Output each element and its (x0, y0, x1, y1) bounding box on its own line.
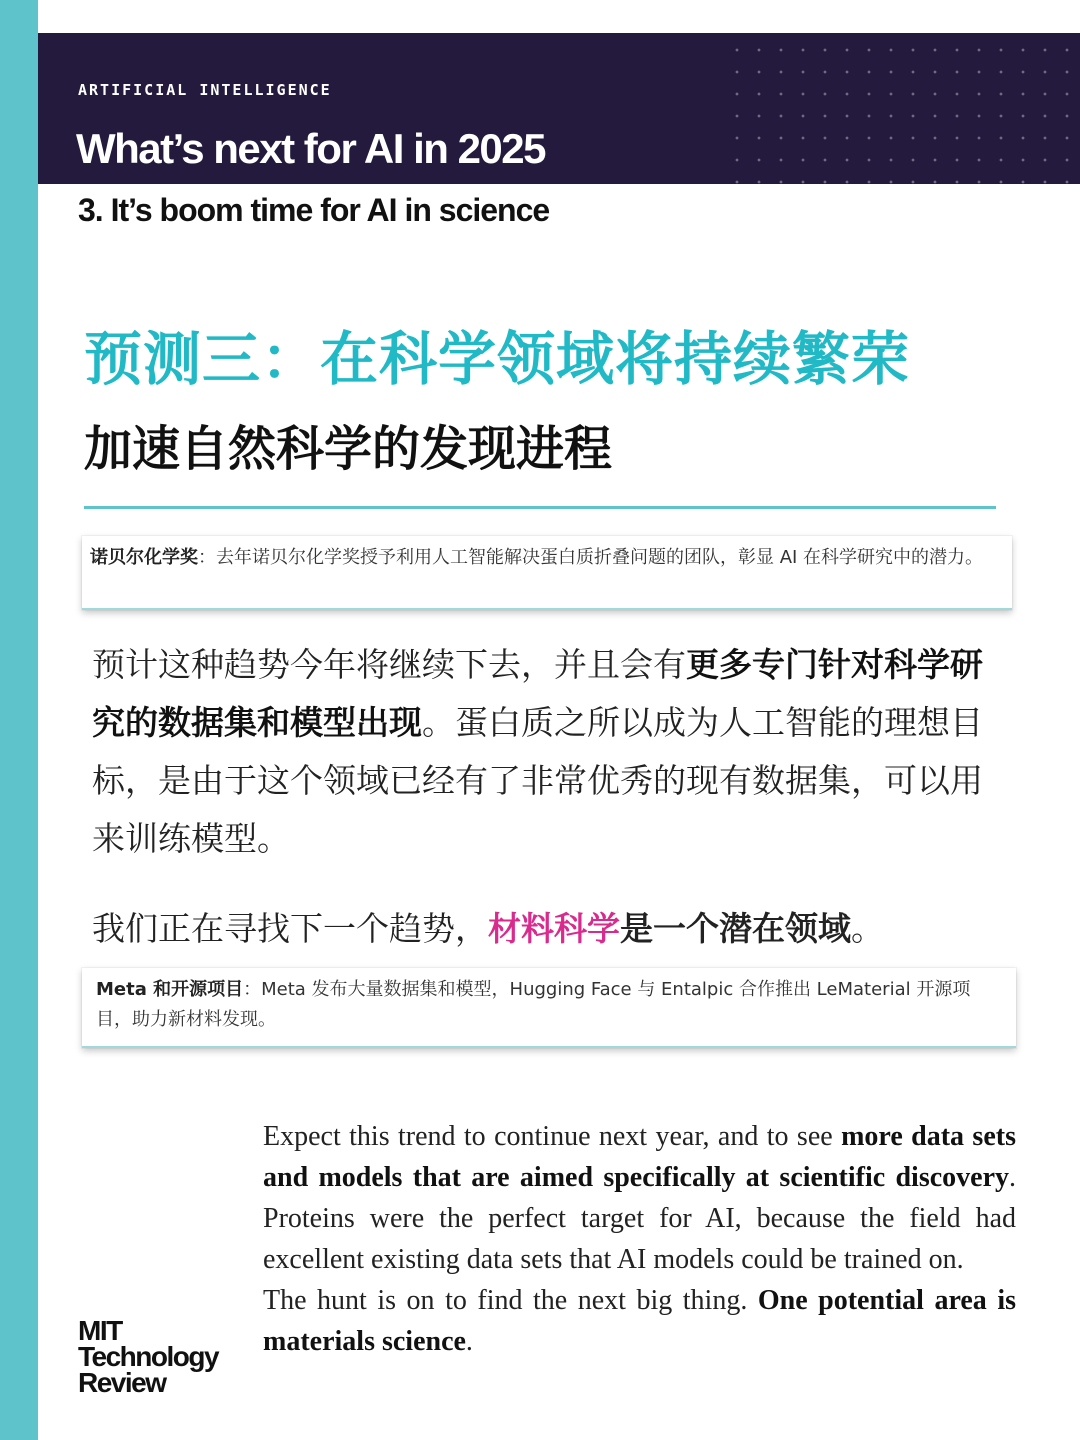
divider (84, 506, 996, 509)
paragraph-text: . Proteins were the perfect target for AI, because the field had excellent existing data sets that AI models could be trained on. (263, 1162, 1016, 1275)
callout-nobel (82, 536, 1012, 610)
callout-text: ：去年诺贝尔化学奖授予利用人工智能解决蛋白质折叠问题的团队，彰显 AI 在科学研究中的潜力。 (198, 547, 984, 568)
paragraph-text: 。蛋白质之所以成为人工智能的理想目标，是由于这个领域已经有了非常优秀的现有数据集，可以用来训练模型。 (92, 703, 983, 858)
callout-text: ：Meta 发布大量数据集和模型，Hugging Face 与 Entalpic 合作推出 LeMaterial 开源项目，助力新材料发现。 (96, 979, 971, 1030)
paragraph-cn-2 (92, 900, 1012, 958)
paragraph-text: . (465, 1326, 473, 1357)
paragraph-text: Expect this trend to continue next year, and to see (263, 1121, 842, 1152)
paragraph-en (263, 1116, 1016, 1362)
logo-line: Technology (78, 1341, 219, 1372)
paragraph-text: 。 (851, 909, 884, 948)
article-subtitle: 3. It’s boom time for AI in science (78, 192, 550, 228)
logo-line: MIT (78, 1315, 122, 1346)
dot-pattern (720, 33, 1080, 184)
mit-technology-review-logo (78, 1315, 219, 1398)
paragraph-en-1 (263, 1116, 1016, 1280)
paragraph-text: The hunt is on to find the next big thing. (263, 1285, 758, 1316)
paragraph-bold: One potential area is materials science (263, 1285, 1016, 1357)
paragraph-bold: 是一个潜在领域 (620, 909, 851, 948)
callout-label: Meta 和开源项目 (96, 979, 244, 1000)
callout-meta (82, 968, 1016, 1048)
paragraph-cn (92, 636, 1012, 868)
highlight-materials-science: 材料科学 (488, 909, 620, 948)
paragraph-en-2 (263, 1280, 1016, 1362)
article-title: What’s next for AI in 2025 (76, 125, 545, 172)
left-accent-bar (0, 0, 38, 1440)
prediction-headline: 预测三：在科学领域将持续繁荣 (84, 325, 911, 393)
paragraph-text: 预计这种趋势今年将继续下去，并且会有 (92, 645, 686, 684)
logo-line: Review (78, 1367, 166, 1398)
header-banner (38, 33, 1080, 184)
callout-label: 诺贝尔化学奖 (90, 547, 198, 568)
paragraph-text: 我们正在寻找下一个趋势， (92, 909, 488, 948)
prediction-subheadline: 加速自然科学的发现进程 (84, 421, 613, 477)
section-kicker: ARTIFICIAL INTELLIGENCE (78, 81, 332, 99)
paragraph-bold: more data sets and models that are aimed specifically at scientific discovery (263, 1121, 1016, 1193)
paragraph-bold: 更多专门针对科学研究的数据集和模型出现 (92, 645, 983, 742)
